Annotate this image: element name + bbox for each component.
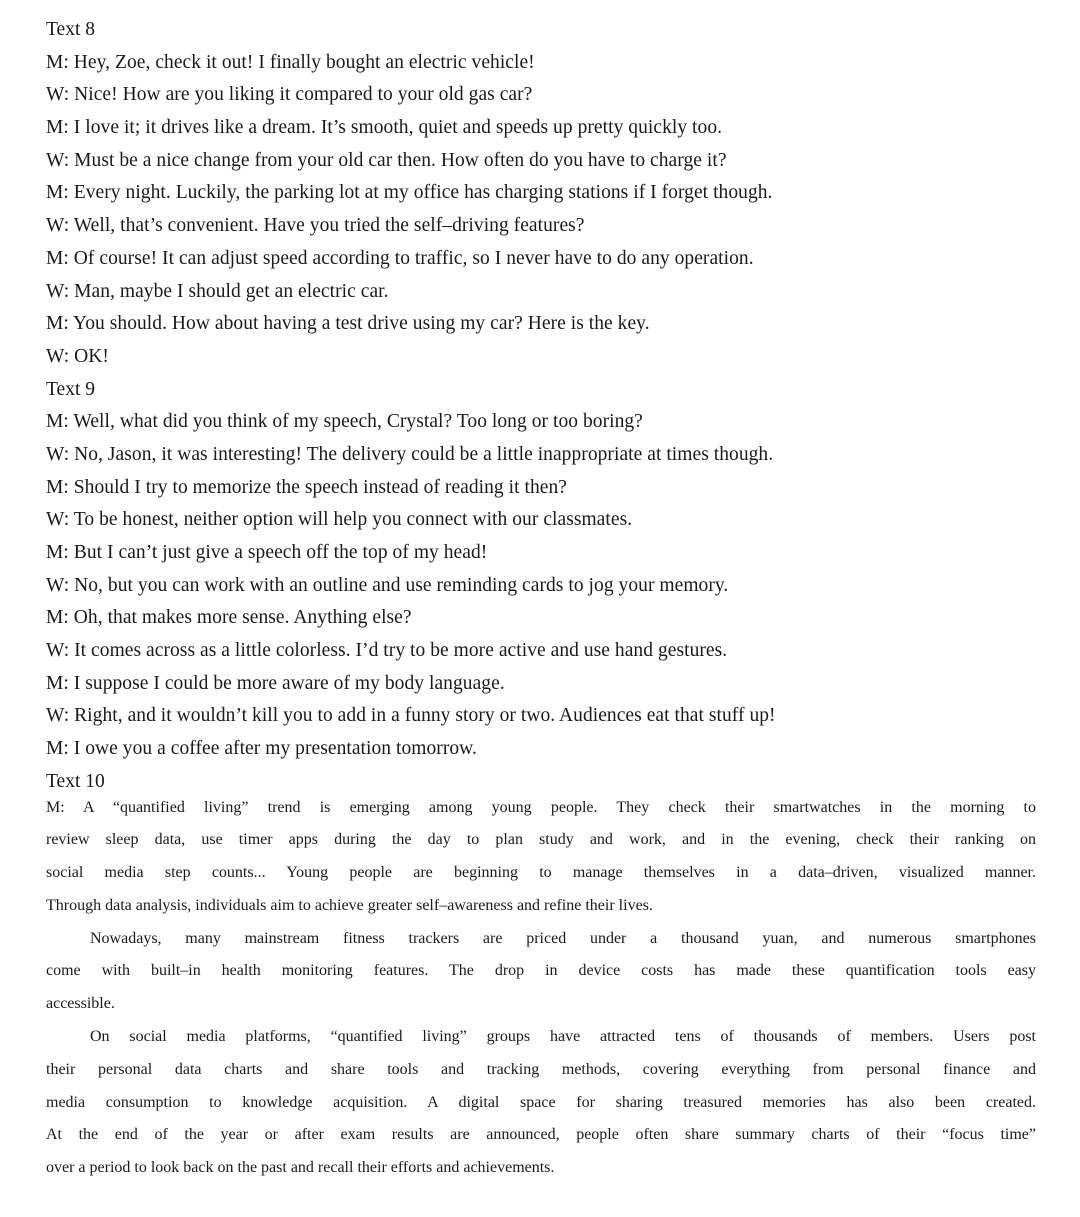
- paragraph-line: accessible.: [46, 995, 115, 1013]
- paragraph-line: media consumption to knowledge acquisition. A digital space for sharing treasured memories has also been created.: [46, 1093, 1036, 1111]
- dialogue-line: M: Every night. Luckily, the parking lot at my office has charging stations if I forget though.: [46, 182, 773, 204]
- section-heading-text-9: Text 9: [46, 378, 95, 400]
- paragraph: [46, 930, 1036, 1028]
- dialogue-line: M: Oh, that makes more sense. Anything else?: [46, 607, 412, 629]
- dialogue-line: M: Should I try to memorize the speech instead of reading it then?: [46, 476, 567, 498]
- dialogue-line: M: I suppose I could be more aware of my body language.: [46, 672, 505, 694]
- dialogue-line: W: Man, maybe I should get an electric car.: [46, 280, 389, 302]
- paragraph-line: review sleep data, use timer apps during the day to plan study and work, and in the evening, check their ranking on: [46, 831, 1036, 849]
- paragraph-line: M: A “quantified living” trend is emerging among young people. They check their smartwatches in the morning to: [46, 798, 1036, 816]
- dialogue-line: W: No, Jason, it was interesting! The delivery could be a little inappropriate at times though.: [46, 443, 774, 465]
- dialogue-line: M: Of course! It can adjust speed according to traffic, so I never have to do any operation.: [46, 247, 754, 269]
- paragraph-line: Nowadays, many mainstream fitness trackers are priced under a thousand yuan, and numerous smartphones: [90, 929, 1036, 947]
- dialogue-line: W: Right, and it wouldn’t kill you to add in a funny story or two. Audiences eat that stuff up!: [46, 705, 776, 727]
- dialogue-line: W: To be honest, neither option will help you connect with our classmates.: [46, 509, 633, 531]
- dialogue-line: W: No, but you can work with an outline and use reminding cards to jog your memory.: [46, 574, 729, 596]
- dialogue-line: M: Hey, Zoe, check it out! I finally bought an electric vehicle!: [46, 51, 535, 73]
- dialogue-line: M: Well, what did you think of my speech, Crystal? Too long or too boring?: [46, 411, 643, 433]
- paragraph: [46, 799, 1036, 930]
- section-heading-text-10: Text 10: [46, 770, 105, 792]
- dialogue-line: W: OK!: [46, 345, 109, 367]
- dialogue-line: M: You should. How about having a test drive using my car? Here is the key.: [46, 313, 650, 335]
- paragraph: [46, 1028, 1036, 1192]
- paragraph-line: On social media platforms, “quantified living” groups have attracted tens of thousands of members. Users post: [90, 1028, 1036, 1046]
- paragraph-line: At the end of the year or after exam results are announced, people often share summary charts of their “focus time”: [46, 1126, 1036, 1144]
- dialogue-line: M: But I can’t just give a speech off the top of my head!: [46, 542, 488, 563]
- paragraph-line: over a period to look back on the past and recall their efforts and achievements.: [46, 1159, 555, 1177]
- paragraph-line: Through data analysis, individuals aim to achieve greater self–awareness and refine their lives.: [46, 896, 653, 914]
- dialogue-line: W: Nice! How are you liking it compared to your old gas car?: [46, 84, 533, 106]
- dialogue-line: M: I owe you a coffee after my presentation tomorrow.: [46, 738, 477, 760]
- dialogue-line: W: It comes across as a little colorless. I’d try to be more active and use hand gestures.: [46, 640, 728, 662]
- paragraph-line: come with built–in health monitoring features. The drop in device costs has made these quantification tools easy: [46, 962, 1036, 980]
- paragraph-line: social media step counts... Young people are beginning to manage themselves in a data–driven, visualized manner.: [46, 864, 1036, 882]
- dialogue-line: W: Well, that’s convenient. Have you tried the self–driving features?: [46, 215, 585, 237]
- dialogue-line: M: I love it; it drives like a dream. It’s smooth, quiet and speeds up pretty quickly too.: [46, 117, 723, 139]
- document-page: [46, 14, 1036, 1192]
- paragraph-line: their personal data charts and share tools and tracking methods, covering everything from personal finance and: [46, 1060, 1036, 1078]
- section-heading-text-8: Text 8: [46, 19, 95, 40]
- dialogue-line: W: Must be a nice change from your old car then. How often do you have to charge it?: [46, 149, 727, 171]
